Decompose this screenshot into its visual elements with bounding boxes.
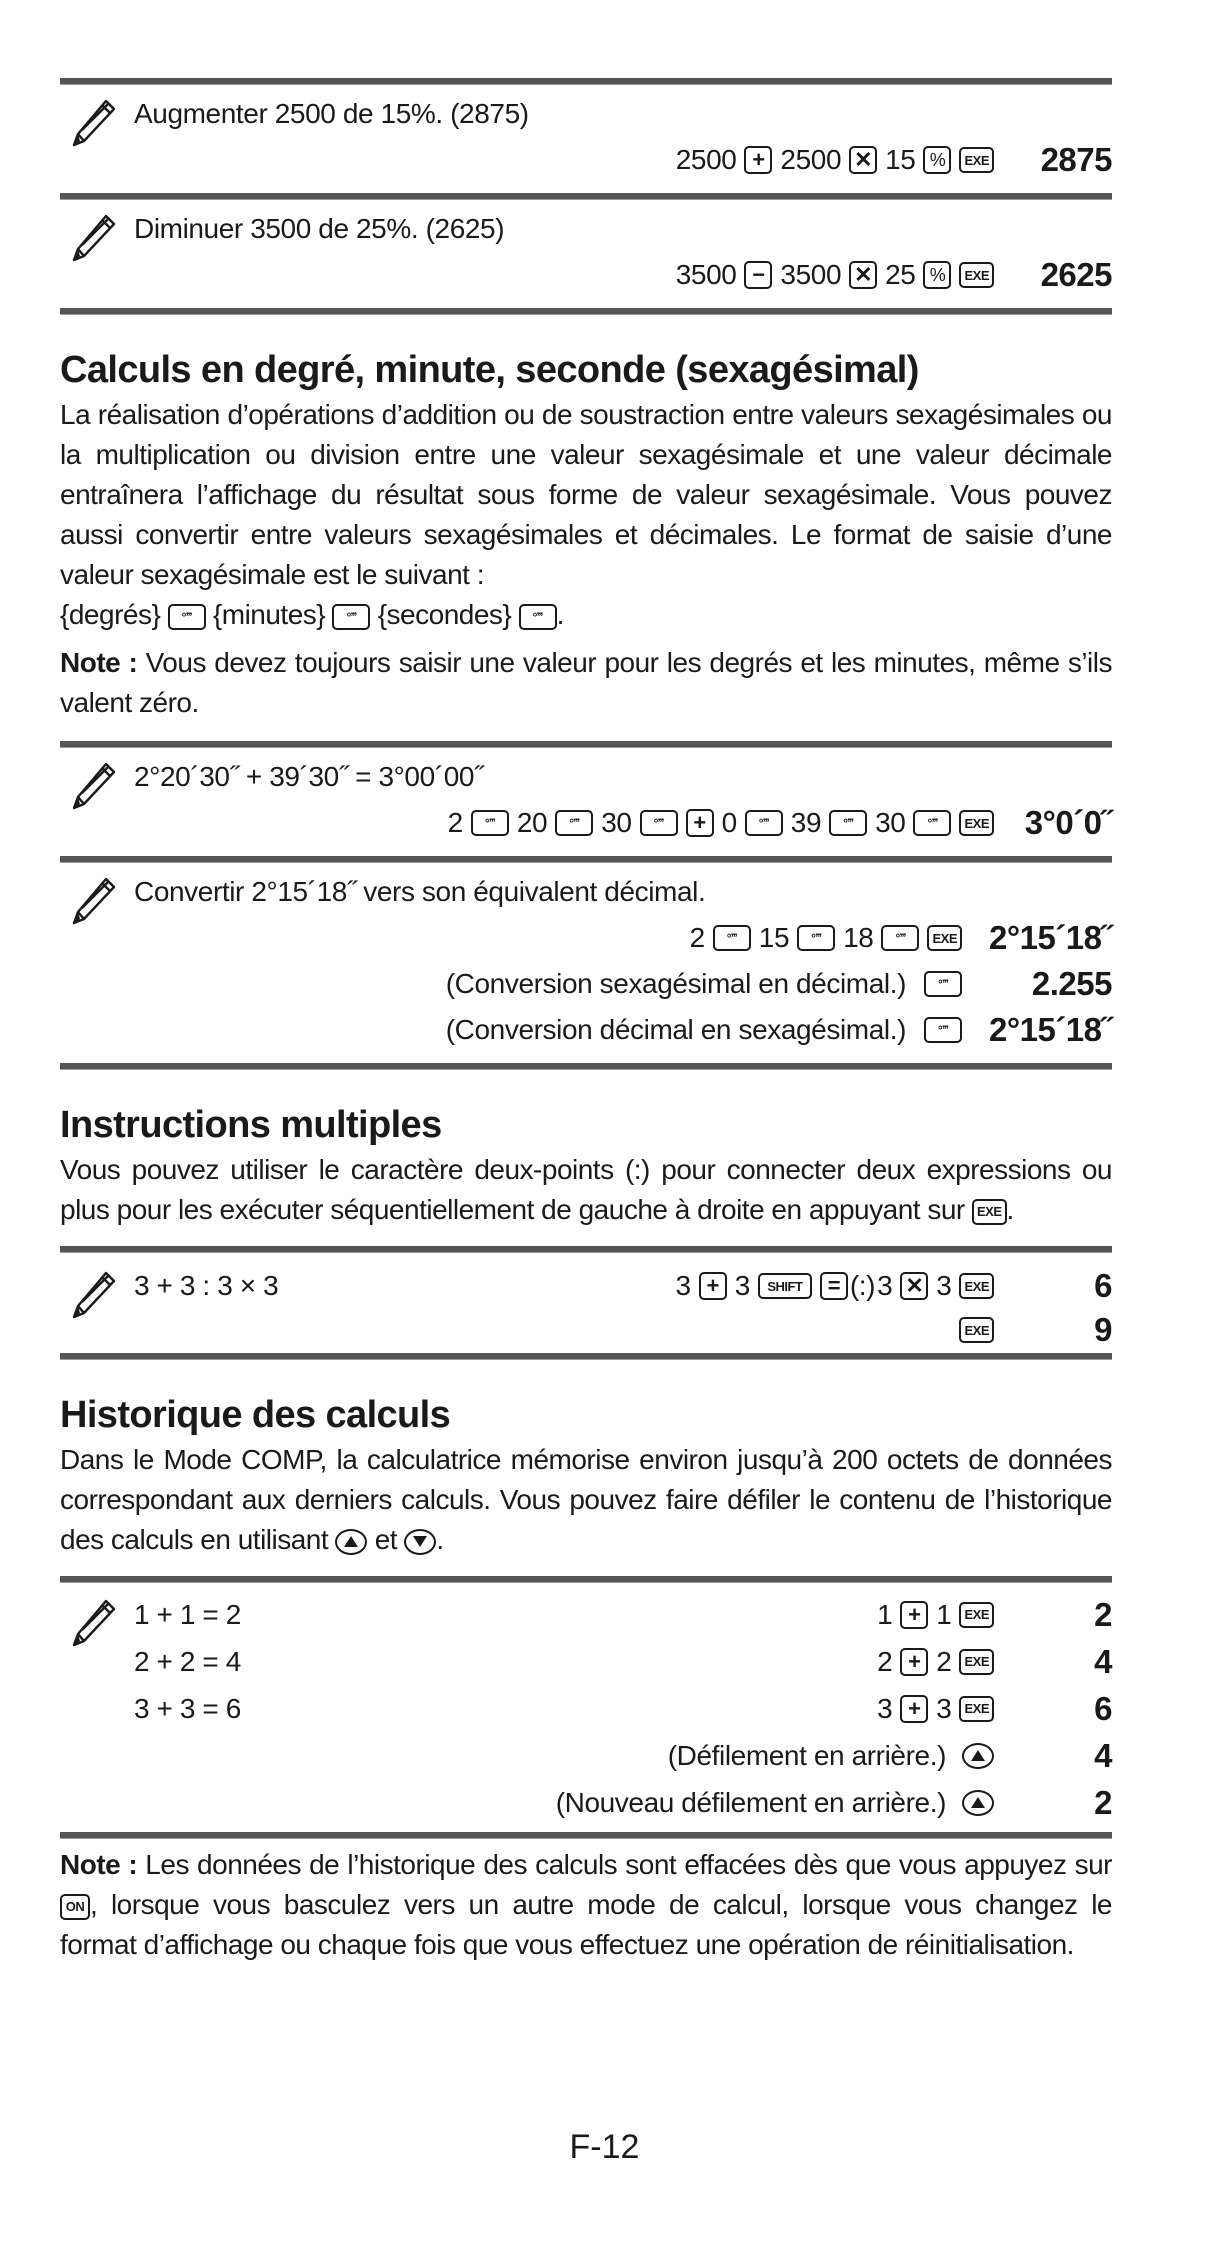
result-value: 3°0´0˝	[1024, 804, 1112, 841]
section-rule	[60, 741, 1112, 748]
entry-value: 3	[877, 1270, 893, 1301]
section-heading-sexagesimal: Calculs en degré, minute, seconde (sexagésimal)	[60, 349, 919, 391]
key-sequence-row	[60, 252, 1112, 298]
pencil-icon	[70, 212, 118, 264]
pencil-icon	[70, 1597, 118, 1649]
example-title: Diminuer 3500 de 25%. (2625)	[134, 213, 505, 244]
history-row	[60, 1685, 1112, 1732]
result-value: 4	[1094, 1736, 1112, 1774]
degree-minute-second-key-icon: °’’’	[745, 810, 783, 836]
scroll-label: (Nouveau défilement en arrière.)	[555, 1786, 946, 1818]
result-value: 2875	[1040, 141, 1112, 178]
degree-minute-second-key-icon: °’’’	[924, 971, 962, 997]
example-decrease-percent	[60, 200, 1112, 308]
entry-value: 25	[885, 259, 916, 290]
entry-value: 15	[758, 922, 790, 953]
multiply-key-icon: ✕	[849, 261, 877, 289]
conversion-row	[60, 1007, 1112, 1053]
section-rule	[60, 78, 1112, 85]
result-value: 6	[1094, 1689, 1112, 1727]
history-scroll-row	[60, 1732, 1112, 1779]
equals-key-icon: =	[820, 1272, 848, 1300]
entry-value: 20	[516, 807, 548, 838]
section-heading-history: Historique des calculs	[60, 1394, 451, 1436]
example-multi-statement	[60, 1253, 1112, 1353]
note-label: Note :	[60, 647, 138, 678]
section-rule	[60, 1063, 1112, 1070]
entry-value: 2	[936, 1645, 952, 1677]
history-scroll-row	[60, 1779, 1112, 1826]
entry-value: 2	[447, 807, 463, 838]
example-title: Convertir 2°15´18˝ vers son équivalent décimal.	[134, 876, 706, 907]
sexagesimal-paragraph: La réalisation d’opérations d’addition ou de soustraction entre valeurs sexagésimales ou la multiplication ou division entre une valeur sexagésimale et une valeur décimale entraînera l’affichage du résultat sous forme de valeur sexagésimale. Vous pouvez aussi convertir entre valeurs sexagésimales et décimales. Le format de saisie d’une valeur sexagésimale est le suivant : {degrés} °’’’ {minutes} °’’’ {secondes} °’’’ .	[60, 399, 1112, 630]
exe-key-icon: EXE	[959, 1273, 994, 1299]
up-arrow-key-icon	[962, 1790, 994, 1816]
shift-key-icon: SHIFT	[758, 1273, 812, 1299]
page-number: F-12	[569, 2128, 640, 2166]
exe-key-icon: EXE	[927, 925, 962, 951]
entry-value: 1	[936, 1598, 952, 1630]
section-rule	[60, 1353, 1112, 1360]
entry-value: 3	[936, 1692, 952, 1724]
entry-value: 1	[877, 1598, 893, 1630]
plus-key-icon: +	[744, 146, 772, 174]
plus-key-icon: +	[900, 1601, 928, 1629]
key-sequence-row	[951, 1307, 1112, 1353]
plus-key-icon: +	[900, 1648, 928, 1676]
degree-minute-second-key-icon: °’’’	[471, 810, 509, 836]
multiply-key-icon: ✕	[900, 1272, 928, 1300]
entry-value: 2500	[780, 144, 842, 175]
example-increase-percent	[60, 85, 1112, 193]
history-expression: 1 + 1 = 2	[134, 1598, 241, 1630]
degree-minute-second-key-icon: °’’’	[797, 925, 835, 951]
down-arrow-key-icon	[404, 1529, 436, 1555]
plus-key-icon: +	[900, 1695, 928, 1723]
conversion-label: (Conversion décimal en sexagésimal.)	[445, 1014, 906, 1045]
result-value: 4	[1094, 1642, 1112, 1680]
key-sequence	[682, 922, 962, 954]
section-rule	[60, 193, 1112, 200]
example-sexagesimal-addition	[60, 748, 1112, 856]
degree-minute-second-key-icon: °’’’	[881, 925, 919, 951]
degree-minute-second-key-icon: °’’’	[519, 604, 557, 630]
degree-minute-second-key-icon: °’’’	[332, 604, 370, 630]
result-value: 2	[1094, 1783, 1112, 1821]
degree-minute-second-key-icon: °’’’	[640, 810, 678, 836]
exe-key-icon: EXE	[959, 262, 994, 288]
pencil-icon	[70, 875, 118, 927]
result-value: 6	[1094, 1267, 1112, 1304]
entry-value: 39	[790, 807, 822, 838]
result-value: 2625	[1040, 256, 1112, 293]
degree-minute-second-key-icon: °’’’	[924, 1017, 962, 1043]
entry-value: 30	[601, 807, 632, 838]
pencil-icon	[70, 1269, 118, 1321]
degree-minute-second-key-icon: °’’’	[713, 925, 751, 951]
example-history	[60, 1583, 1112, 1832]
note-label: Note :	[60, 1849, 138, 1880]
history-expression: 3 + 3 = 6	[134, 1692, 241, 1724]
entry-value: 3	[877, 1692, 893, 1724]
exe-key-icon: EXE	[959, 1649, 994, 1675]
up-arrow-key-icon	[962, 1743, 994, 1769]
result-value: 2°15´18˝	[989, 919, 1112, 956]
entry-value: 3500	[675, 259, 737, 290]
key-sequence	[668, 259, 994, 291]
example-title: 2°20´30˝ + 39´30˝ = 3°00´00˝	[134, 761, 483, 792]
up-arrow-key-icon	[335, 1529, 367, 1555]
entry-value: 18	[843, 922, 874, 953]
key-sequence-row	[60, 800, 1112, 846]
history-row	[60, 1638, 1112, 1685]
key-sequence-row	[60, 137, 1112, 183]
plus-key-icon: +	[699, 1272, 727, 1300]
history-paragraph: Dans le Mode COMP, la calculatrice mémorise environ jusqu’à 200 octets de données correspondant aux derniers calculs. Vous pouvez faire défiler le contenu de l’historique des calculs en utilisant et .	[60, 1444, 1112, 1555]
degree-minute-second-key-icon: °’’’	[913, 810, 951, 836]
exe-key-icon: EXE	[959, 147, 994, 173]
section-rule	[60, 1246, 1112, 1253]
example-title: 3 + 3 : 3 × 3	[134, 1270, 279, 1301]
conversion-row	[60, 961, 1112, 1007]
entry-value: 3	[734, 1270, 750, 1301]
entry-value: 2500	[675, 144, 737, 175]
section-heading-multi-statements: Instructions multiples	[60, 1104, 442, 1146]
key-sequence-row	[60, 915, 1112, 961]
degree-minute-second-key-icon: °’’’	[829, 810, 867, 836]
exe-key-icon: EXE	[959, 810, 994, 836]
percent-key-icon: %	[923, 261, 951, 289]
exe-key-icon: EXE	[959, 1696, 994, 1722]
section-rule	[60, 1576, 1112, 1583]
result-value: 9	[1094, 1311, 1112, 1348]
multiply-key-icon: ✕	[849, 146, 877, 174]
conversion-label: (Conversion sexagésimal en décimal.)	[445, 968, 906, 999]
result-value: 2°15´18˝	[989, 1011, 1112, 1048]
entry-value: 3	[936, 1270, 952, 1301]
history-row	[60, 1591, 1112, 1638]
pencil-icon	[70, 97, 118, 149]
result-value: 2.255	[1031, 965, 1112, 1002]
degree-minute-second-key-icon: °’’’	[555, 810, 593, 836]
entry-value: 2	[877, 1645, 893, 1677]
degree-minute-second-key-icon: °’’’	[168, 604, 206, 630]
example-sexagesimal-conversion	[60, 863, 1112, 1063]
pencil-icon	[70, 760, 118, 812]
exe-key-icon: EXE	[972, 1199, 1007, 1225]
entry-value: 15	[885, 144, 916, 175]
key-sequence	[668, 1270, 995, 1302]
entry-value: 2	[689, 922, 705, 953]
section-rule	[60, 856, 1112, 863]
exe-key-icon: EXE	[959, 1602, 994, 1628]
section-rule	[60, 1832, 1112, 1839]
on-key-icon: ON	[60, 1894, 90, 1920]
entry-value: 0	[721, 807, 737, 838]
multi-paragraph: Vous pouvez utiliser le caractère deux-points (:) pour connecter deux expressions ou plus pour les exécuter séquentiellement de gauche à droite en appuyant sur EXE .	[60, 1154, 1112, 1225]
entry-value: 3	[675, 1270, 691, 1301]
key-sequence	[440, 807, 994, 839]
key-sequence	[668, 144, 994, 176]
minus-key-icon: −	[744, 261, 772, 289]
scroll-label: (Défilement en arrière.)	[667, 1739, 946, 1771]
entry-value: 30	[875, 807, 906, 838]
exe-key-icon: EXE	[959, 1317, 994, 1343]
colon-label: (:)	[849, 1270, 876, 1301]
example-title: Augmenter 2500 de 15%. (2875)	[134, 98, 529, 129]
key-sequence-row	[668, 1263, 1113, 1309]
history-expression: 2 + 2 = 4	[134, 1645, 241, 1677]
entry-value: 3500	[780, 259, 842, 290]
sexagesimal-note: Note : Vous devez toujours saisir une valeur pour les degrés et les minutes, même s’ils valent zéro.	[60, 647, 1112, 718]
result-value: 2	[1094, 1595, 1112, 1633]
plus-key-icon: +	[686, 809, 714, 837]
section-rule	[60, 308, 1112, 315]
percent-key-icon: %	[923, 146, 951, 174]
history-note: Note : Les données de l’historique des calculs sont effacées dès que vous appuyez sur ON , lorsque vous basculez vers un autre mode de calcul, lorsque vous changez le format d’affichage ou chaque fois que vous effectuez une opération de réinitialisation.	[60, 1849, 1113, 1960]
